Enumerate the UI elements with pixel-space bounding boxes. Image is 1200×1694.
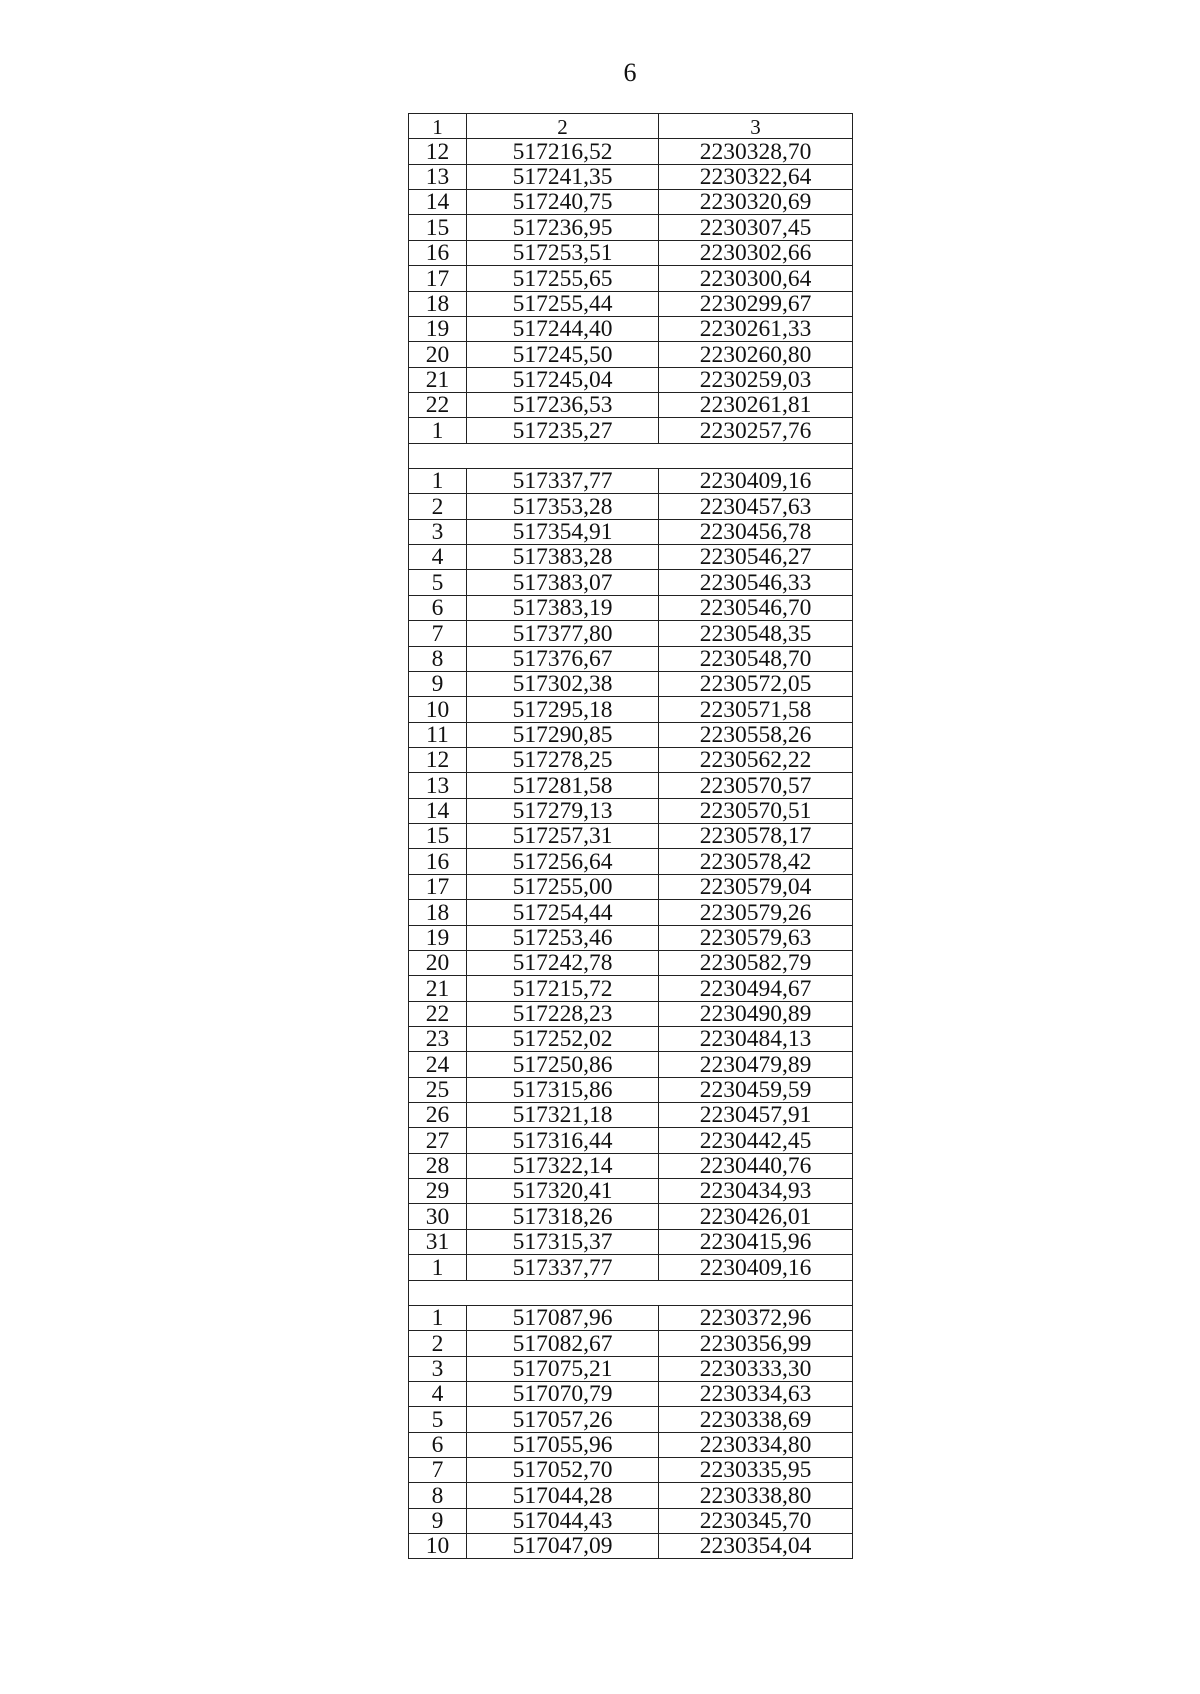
point-number-cell: 8 [409, 1483, 467, 1508]
point-number-cell: 29 [409, 1179, 467, 1204]
x-coordinate-cell: 517377,80 [467, 621, 659, 646]
point-number-cell: 5 [409, 570, 467, 595]
point-number-cell: 14 [409, 190, 467, 215]
table-row [409, 798, 853, 823]
x-coordinate-cell: 517245,50 [467, 342, 659, 367]
separator-cell [467, 1280, 659, 1305]
x-coordinate-cell: 517353,28 [467, 494, 659, 519]
y-coordinate-cell: 2230546,70 [659, 595, 853, 620]
x-coordinate-cell: 517321,18 [467, 1103, 659, 1128]
table-row [409, 1508, 853, 1533]
x-coordinate-cell: 517242,78 [467, 950, 659, 975]
coordinates-table [408, 113, 853, 1559]
y-coordinate-cell: 2230354,04 [659, 1534, 853, 1559]
point-number-cell: 9 [409, 671, 467, 696]
x-coordinate-cell: 517315,86 [467, 1077, 659, 1102]
table-row [409, 1483, 853, 1508]
separator-cell [659, 1280, 853, 1305]
point-number-cell: 14 [409, 798, 467, 823]
y-coordinate-cell: 2230335,95 [659, 1458, 853, 1483]
y-coordinate-cell: 2230558,26 [659, 722, 853, 747]
point-number-cell: 4 [409, 1381, 467, 1406]
table-row [409, 1356, 853, 1381]
x-coordinate-cell: 517383,19 [467, 595, 659, 620]
point-number-cell: 10 [409, 1534, 467, 1559]
x-coordinate-cell: 517216,52 [467, 139, 659, 164]
x-coordinate-cell: 517279,13 [467, 798, 659, 823]
point-number-cell: 10 [409, 697, 467, 722]
table-row [409, 240, 853, 265]
table-row [409, 342, 853, 367]
point-number-cell: 3 [409, 1356, 467, 1381]
x-coordinate-cell: 517253,46 [467, 925, 659, 950]
y-coordinate-cell: 2230494,67 [659, 976, 853, 1001]
x-coordinate-cell: 517376,67 [467, 646, 659, 671]
x-coordinate-cell: 517315,37 [467, 1229, 659, 1254]
x-coordinate-cell: 517082,67 [467, 1331, 659, 1356]
point-number-cell: 19 [409, 925, 467, 950]
x-coordinate-cell: 517052,70 [467, 1458, 659, 1483]
x-coordinate-cell: 517256,64 [467, 849, 659, 874]
point-number-cell: 8 [409, 646, 467, 671]
table-row [409, 1381, 853, 1406]
x-coordinate-cell: 517228,23 [467, 1001, 659, 1026]
y-coordinate-cell: 2230261,33 [659, 316, 853, 341]
table-row [409, 1305, 853, 1330]
point-number-cell: 1 [409, 469, 467, 494]
y-coordinate-cell: 2230456,78 [659, 519, 853, 544]
x-coordinate-cell: 517255,65 [467, 266, 659, 291]
y-coordinate-cell: 2230572,05 [659, 671, 853, 696]
table-row [409, 367, 853, 392]
table-row [409, 190, 853, 215]
table-row [409, 1458, 853, 1483]
x-coordinate-cell: 517250,86 [467, 1052, 659, 1077]
x-coordinate-cell: 517241,35 [467, 164, 659, 189]
y-coordinate-cell: 2230570,57 [659, 773, 853, 798]
point-number-cell: 17 [409, 874, 467, 899]
table-row [409, 1052, 853, 1077]
y-coordinate-cell: 2230571,58 [659, 697, 853, 722]
table-row [409, 900, 853, 925]
y-coordinate-cell: 2230442,45 [659, 1128, 853, 1153]
point-number-cell: 2 [409, 494, 467, 519]
table-row [409, 519, 853, 544]
x-coordinate-cell: 517320,41 [467, 1179, 659, 1204]
x-coordinate-cell: 517075,21 [467, 1356, 659, 1381]
point-number-cell: 23 [409, 1026, 467, 1051]
point-number-cell: 18 [409, 291, 467, 316]
y-coordinate-cell: 2230302,66 [659, 240, 853, 265]
point-number-cell: 16 [409, 240, 467, 265]
table-row [409, 1001, 853, 1026]
y-coordinate-cell: 2230299,67 [659, 291, 853, 316]
point-number-cell: 16 [409, 849, 467, 874]
table-row [409, 1229, 853, 1254]
point-number-cell: 19 [409, 316, 467, 341]
x-coordinate-cell: 517070,79 [467, 1381, 659, 1406]
x-coordinate-cell: 517383,07 [467, 570, 659, 595]
point-number-cell: 21 [409, 367, 467, 392]
table-row [409, 1077, 853, 1102]
y-coordinate-cell: 2230426,01 [659, 1204, 853, 1229]
x-coordinate-cell: 517244,40 [467, 316, 659, 341]
point-number-cell: 1 [409, 418, 467, 443]
table-row [409, 1153, 853, 1178]
table-row [409, 139, 853, 164]
table-row [409, 773, 853, 798]
point-number-cell: 4 [409, 545, 467, 570]
x-coordinate-cell: 517057,26 [467, 1407, 659, 1432]
y-coordinate-cell: 2230578,42 [659, 849, 853, 874]
x-coordinate-cell: 517255,00 [467, 874, 659, 899]
x-coordinate-cell: 517337,77 [467, 1255, 659, 1280]
x-coordinate-cell: 517087,96 [467, 1305, 659, 1330]
y-coordinate-cell: 2230579,04 [659, 874, 853, 899]
point-number-cell: 7 [409, 621, 467, 646]
table-row [409, 164, 853, 189]
point-number-cell: 20 [409, 950, 467, 975]
table-row [409, 1026, 853, 1051]
separator-cell [409, 1280, 467, 1305]
table-row [409, 646, 853, 671]
x-coordinate-cell: 517055,96 [467, 1432, 659, 1457]
table-row [409, 1204, 853, 1229]
point-number-cell: 22 [409, 1001, 467, 1026]
point-number-cell: 3 [409, 519, 467, 544]
point-number-cell: 7 [409, 1458, 467, 1483]
y-coordinate-cell: 2230333,30 [659, 1356, 853, 1381]
table-row [409, 697, 853, 722]
y-coordinate-cell: 2230440,76 [659, 1153, 853, 1178]
point-number-cell: 13 [409, 773, 467, 798]
y-coordinate-cell: 2230334,63 [659, 1381, 853, 1406]
y-coordinate-cell: 2230409,16 [659, 1255, 853, 1280]
x-coordinate-cell: 517044,43 [467, 1508, 659, 1533]
x-coordinate-cell: 517290,85 [467, 722, 659, 747]
y-coordinate-cell: 2230320,69 [659, 190, 853, 215]
point-number-cell: 12 [409, 747, 467, 772]
y-coordinate-cell: 2230546,33 [659, 570, 853, 595]
point-number-cell: 30 [409, 1204, 467, 1229]
x-coordinate-cell: 517255,44 [467, 291, 659, 316]
y-coordinate-cell: 2230334,80 [659, 1432, 853, 1457]
table-row [409, 392, 853, 417]
y-coordinate-cell: 2230570,51 [659, 798, 853, 823]
y-coordinate-cell: 2230259,03 [659, 367, 853, 392]
x-coordinate-cell: 517215,72 [467, 976, 659, 1001]
y-coordinate-cell: 2230457,91 [659, 1103, 853, 1128]
y-coordinate-cell: 2230415,96 [659, 1229, 853, 1254]
table-row [409, 976, 853, 1001]
y-coordinate-cell: 2230562,22 [659, 747, 853, 772]
x-coordinate-cell: 517281,58 [467, 773, 659, 798]
x-coordinate-cell: 517240,75 [467, 190, 659, 215]
table-row [409, 266, 853, 291]
y-coordinate-cell: 2230356,99 [659, 1331, 853, 1356]
table-row [409, 925, 853, 950]
block-separator-row [409, 443, 853, 468]
x-coordinate-cell: 517383,28 [467, 545, 659, 570]
separator-cell [659, 443, 853, 468]
x-coordinate-cell: 517257,31 [467, 824, 659, 849]
point-number-cell: 24 [409, 1052, 467, 1077]
table-row [409, 1331, 853, 1356]
y-coordinate-cell: 2230409,16 [659, 469, 853, 494]
x-coordinate-cell: 517047,09 [467, 1534, 659, 1559]
x-coordinate-cell: 517044,28 [467, 1483, 659, 1508]
table-row [409, 545, 853, 570]
point-number-cell: 25 [409, 1077, 467, 1102]
table-row [409, 621, 853, 646]
y-coordinate-cell: 2230459,59 [659, 1077, 853, 1102]
header-cell-3: 3 [659, 114, 853, 139]
y-coordinate-cell: 2230578,17 [659, 824, 853, 849]
x-coordinate-cell: 517252,02 [467, 1026, 659, 1051]
point-number-cell: 5 [409, 1407, 467, 1432]
table-row [409, 849, 853, 874]
table-row [409, 595, 853, 620]
point-number-cell: 15 [409, 215, 467, 240]
y-coordinate-cell: 2230479,89 [659, 1052, 853, 1077]
y-coordinate-cell: 2230484,13 [659, 1026, 853, 1051]
point-number-cell: 27 [409, 1128, 467, 1153]
x-coordinate-cell: 517302,38 [467, 671, 659, 696]
y-coordinate-cell: 2230260,80 [659, 342, 853, 367]
table-row [409, 874, 853, 899]
table-row [409, 1407, 853, 1432]
y-coordinate-cell: 2230548,70 [659, 646, 853, 671]
x-coordinate-cell: 517236,53 [467, 392, 659, 417]
point-number-cell: 20 [409, 342, 467, 367]
table-row [409, 1534, 853, 1559]
table-row [409, 671, 853, 696]
y-coordinate-cell: 2230261,81 [659, 392, 853, 417]
point-number-cell: 1 [409, 1255, 467, 1280]
point-number-cell: 26 [409, 1103, 467, 1128]
point-number-cell: 13 [409, 164, 467, 189]
x-coordinate-cell: 517316,44 [467, 1128, 659, 1153]
table-row [409, 418, 853, 443]
point-number-cell: 18 [409, 900, 467, 925]
y-coordinate-cell: 2230307,45 [659, 215, 853, 240]
point-number-cell: 31 [409, 1229, 467, 1254]
y-coordinate-cell: 2230582,79 [659, 950, 853, 975]
table-row [409, 950, 853, 975]
y-coordinate-cell: 2230546,27 [659, 545, 853, 570]
table-row [409, 570, 853, 595]
y-coordinate-cell: 2230338,69 [659, 1407, 853, 1432]
point-number-cell: 12 [409, 139, 467, 164]
x-coordinate-cell: 517322,14 [467, 1153, 659, 1178]
page-number: 6 [623, 58, 637, 87]
coordinates-table-body [409, 114, 853, 1559]
table-row [409, 469, 853, 494]
point-number-cell: 11 [409, 722, 467, 747]
y-coordinate-cell: 2230579,26 [659, 900, 853, 925]
point-number-cell: 6 [409, 595, 467, 620]
y-coordinate-cell: 2230372,96 [659, 1305, 853, 1330]
table-row [409, 1432, 853, 1457]
table-row [409, 215, 853, 240]
point-number-cell: 21 [409, 976, 467, 1001]
table-row [409, 747, 853, 772]
separator-cell [467, 443, 659, 468]
table-row [409, 824, 853, 849]
table-row [409, 291, 853, 316]
y-coordinate-cell: 2230328,70 [659, 139, 853, 164]
x-coordinate-cell: 517253,51 [467, 240, 659, 265]
table-row [409, 316, 853, 341]
x-coordinate-cell: 517354,91 [467, 519, 659, 544]
point-number-cell: 1 [409, 1305, 467, 1330]
table-row [409, 1103, 853, 1128]
table-row [409, 1255, 853, 1280]
x-coordinate-cell: 517318,26 [467, 1204, 659, 1229]
coordinates-table-wrapper [408, 113, 852, 1559]
table-row [409, 1128, 853, 1153]
x-coordinate-cell: 517295,18 [467, 697, 659, 722]
table-row [409, 1179, 853, 1204]
block-separator-row [409, 1280, 853, 1305]
header-cell-1: 1 [409, 114, 467, 139]
point-number-cell: 17 [409, 266, 467, 291]
point-number-cell: 2 [409, 1331, 467, 1356]
y-coordinate-cell: 2230322,64 [659, 164, 853, 189]
y-coordinate-cell: 2230338,80 [659, 1483, 853, 1508]
y-coordinate-cell: 2230257,76 [659, 418, 853, 443]
y-coordinate-cell: 2230579,63 [659, 925, 853, 950]
separator-cell [409, 443, 467, 468]
point-number-cell: 28 [409, 1153, 467, 1178]
point-number-cell: 9 [409, 1508, 467, 1533]
y-coordinate-cell: 2230548,35 [659, 621, 853, 646]
x-coordinate-cell: 517245,04 [467, 367, 659, 392]
table-row [409, 722, 853, 747]
y-coordinate-cell: 2230457,63 [659, 494, 853, 519]
x-coordinate-cell: 517278,25 [467, 747, 659, 772]
x-coordinate-cell: 517254,44 [467, 900, 659, 925]
y-coordinate-cell: 2230434,93 [659, 1179, 853, 1204]
header-cell-2: 2 [467, 114, 659, 139]
x-coordinate-cell: 517235,27 [467, 418, 659, 443]
y-coordinate-cell: 2230345,70 [659, 1508, 853, 1533]
y-coordinate-cell: 2230490,89 [659, 1001, 853, 1026]
x-coordinate-cell: 517236,95 [467, 215, 659, 240]
table-row [409, 494, 853, 519]
point-number-cell: 22 [409, 392, 467, 417]
x-coordinate-cell: 517337,77 [467, 469, 659, 494]
point-number-cell: 15 [409, 824, 467, 849]
y-coordinate-cell: 2230300,64 [659, 266, 853, 291]
table-header-row [409, 114, 853, 139]
point-number-cell: 6 [409, 1432, 467, 1457]
